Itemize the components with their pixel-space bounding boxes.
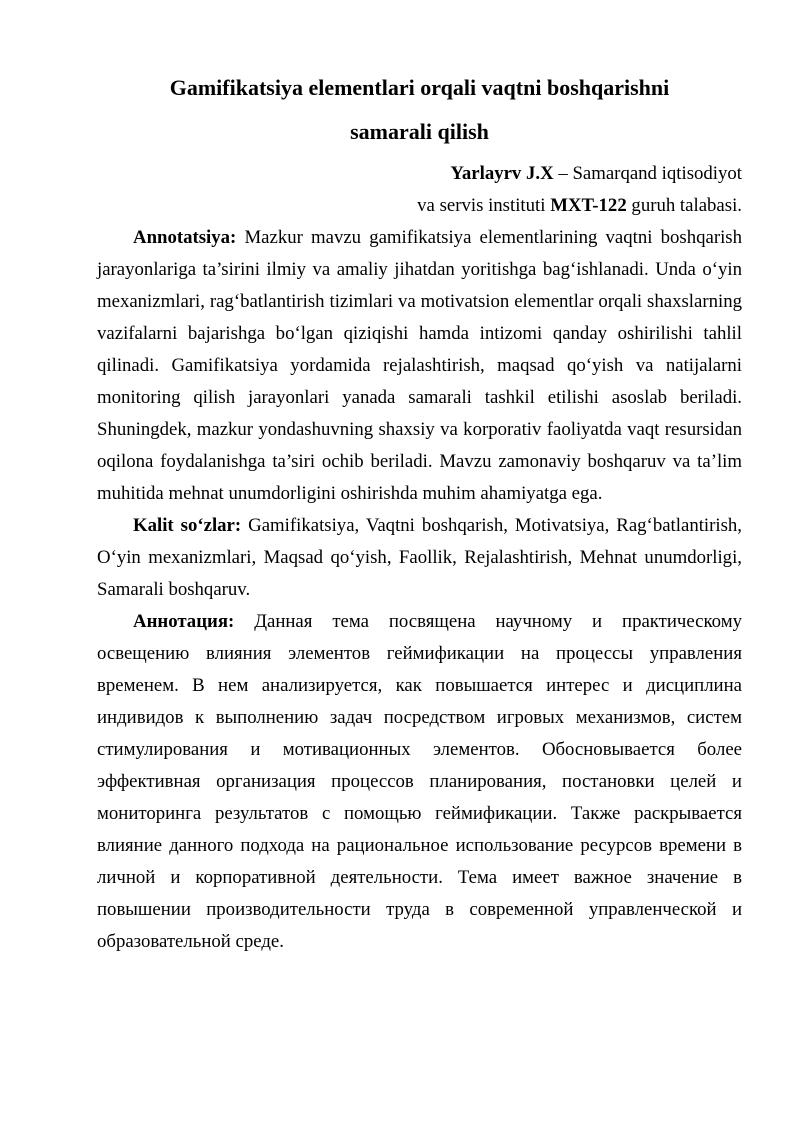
- document-title-line2: samarali qilish: [350, 119, 489, 144]
- paragraph-keywords: [97, 510, 742, 606]
- author-byline: [97, 158, 742, 222]
- paragraph-text-annotatsiya: Mazkur mavzu gamifikatsiya elementlarining vaqtni boshqarish jarayonlariga ta’sirini ilmiy va amaliy jihatdan yoritishga bag‘ishlanadi. Unda o‘yin mexanizmlari, rag‘batlantirish tizimlari va motivatsion elementlar orqali shaxslarning vazifalarni bajarishga bo‘lgan qiziqishi hamda intizomi qanday oshirilishi tahlil qilinadi. Gamifikatsiya yordamida rejalashtirish, maqsad qo‘yish va natijalarni monitoring qilish jarayonlari yanada samarali tashkil etilishi asoslab beriladi. Shuningdek, mazkur yondashuvning shaxsiy va korporativ faoliyatda vaqt resursidan oqilona foydalanishga ta’siri ochib beriladi. Mavzu zamonaviy boshqaruv va ta’lim muhitida mehnat unumdorligini oshirishda muhim ahamiyatga ega.: [97, 227, 742, 504]
- document-title: [97, 66, 742, 154]
- author-institute: va servis instituti: [417, 195, 546, 216]
- paragraph-text-annotation-ru: Данная тема посвящена научному и практическому освещению влияния элементов геймификации на процессы управления временем. В нем анализируется, как повышается интерес и дисциплина индивидов к выполнению задач посредством игровых механизмов, систем стимулирования и мотивационных элементов. Обосновывается более эффективная организация процессов планирования, постановки целей и мониторинга результатов с помощью геймификации. Также раскрывается влияние данного подхода на рациональное использование ресурсов времени в личной и корпоративной деятельности. Тема имеет важное значение в повышении производительности труда в современной управленческой и образовательной среде.: [97, 611, 742, 952]
- document-body: [97, 222, 742, 958]
- paragraph-annotation-ru: [97, 606, 742, 958]
- paragraph-label-keywords: Kalit so‘zlar:: [133, 515, 242, 536]
- paragraph-label-annotation-ru: Аннотация:: [133, 611, 235, 632]
- paragraph-label-annotatsiya: Annotatsiya:: [133, 227, 237, 248]
- paragraph-text-keywords: Gamifikatsiya, Vaqtni boshqarish, Motivatsiya, Rag‘batlantirish, O‘yin mexanizmlari, Maqsad qo‘yish, Faollik, Rejalashtirish, Mehnat unumdorligi, Samarali boshqaruv.: [97, 515, 743, 600]
- paragraph-annotatsiya: [97, 222, 742, 510]
- author-student-label: guruh talabasi.: [631, 195, 742, 216]
- author-group: MXT-122: [550, 195, 627, 216]
- author-line2: [97, 190, 742, 222]
- author-line1: [97, 158, 742, 190]
- page-content: [97, 66, 742, 958]
- author-name: Yarlayrv J.X: [450, 163, 554, 184]
- document-title-line1: Gamifikatsiya elementlari orqali vaqtni boshqarishni: [169, 75, 670, 100]
- author-affiliation: – Samarqand iqtisodiyot: [558, 163, 742, 184]
